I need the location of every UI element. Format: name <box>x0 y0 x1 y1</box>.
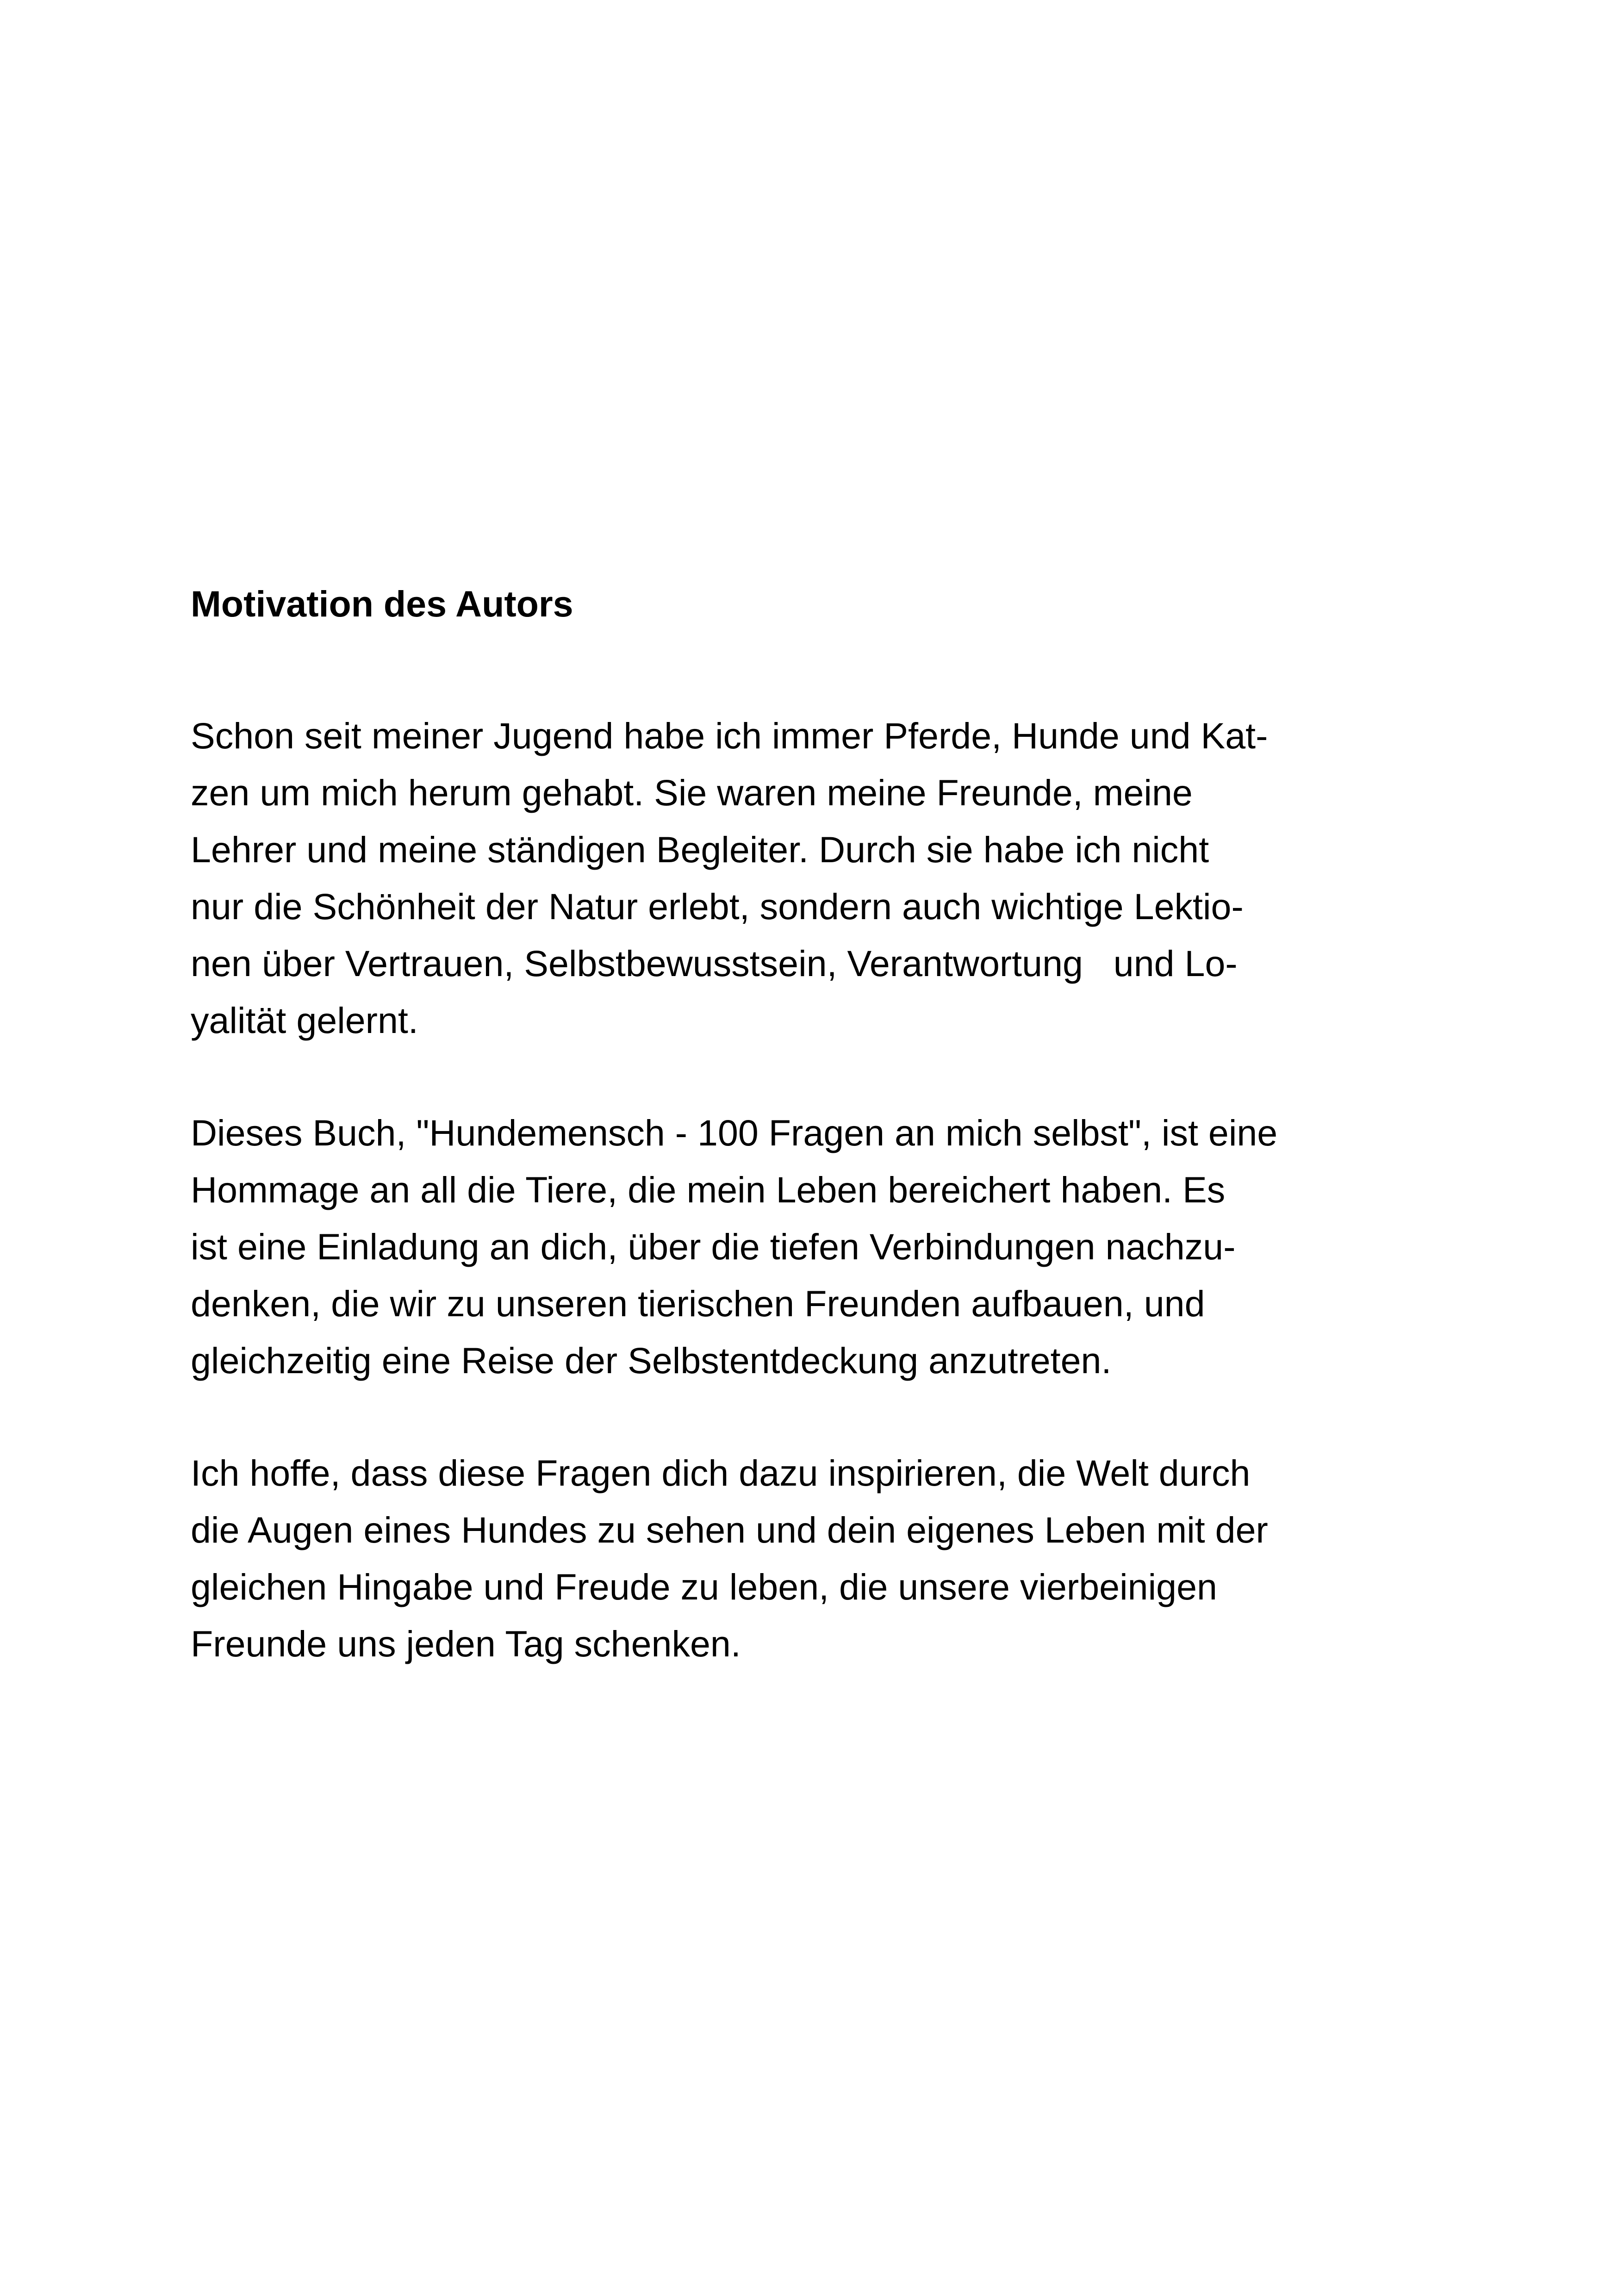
text-line: nen über Vertrauen, Selbstbewusstsein, Verantwortung und Lo- <box>191 943 1238 984</box>
text-line: nur die Schönheit der Natur erlebt, sondern auch wichtige Lektio- <box>191 886 1244 927</box>
text-line: die Augen eines Hundes zu sehen und dein eigenes Leben mit der <box>191 1509 1268 1550</box>
text-line: gleichen Hingabe und Freude zu leben, die unsere vierbeinigen <box>191 1566 1217 1607</box>
paragraph-2 <box>191 1104 1440 1389</box>
page-title: Motivation des Autors <box>191 583 573 624</box>
paragraph-3 <box>191 1444 1440 1672</box>
text-line: Ich hoffe, dass diese Fragen dich dazu inspirieren, die Welt durch <box>191 1452 1251 1493</box>
text-line: zen um mich herum gehabt. Sie waren meine Freunde, meine <box>191 772 1193 813</box>
text-line: denken, die wir zu unseren tierischen Freunden aufbauen, und <box>191 1283 1205 1324</box>
text-line: gleichzeitig eine Reise der Selbstentdeckung anzutreten. <box>191 1340 1112 1381</box>
paragraph-1 <box>191 707 1440 1049</box>
spacer <box>191 1389 1440 1444</box>
text-line: Lehrer und meine ständigen Begleiter. Durch sie habe ich nicht <box>191 829 1209 870</box>
text-line: Freunde uns jeden Tag schenken. <box>191 1623 741 1664</box>
text-line: Dieses Buch, "Hundemensch - 100 Fragen an mich selbst", ist eine <box>191 1112 1278 1153</box>
spacer <box>191 627 1440 707</box>
text-line: ist eine Einladung an dich, über die tiefen Verbindungen nachzu- <box>191 1226 1236 1267</box>
text-line: yalität gelernt. <box>191 1000 418 1041</box>
text-line: Hommage an all die Tiere, die mein Leben bereichert haben. Es <box>191 1169 1226 1210</box>
page-content <box>191 581 1440 1672</box>
text-line: Schon seit meiner Jugend habe ich immer Pferde, Hunde und Kat- <box>191 715 1268 756</box>
spacer <box>191 1049 1440 1104</box>
